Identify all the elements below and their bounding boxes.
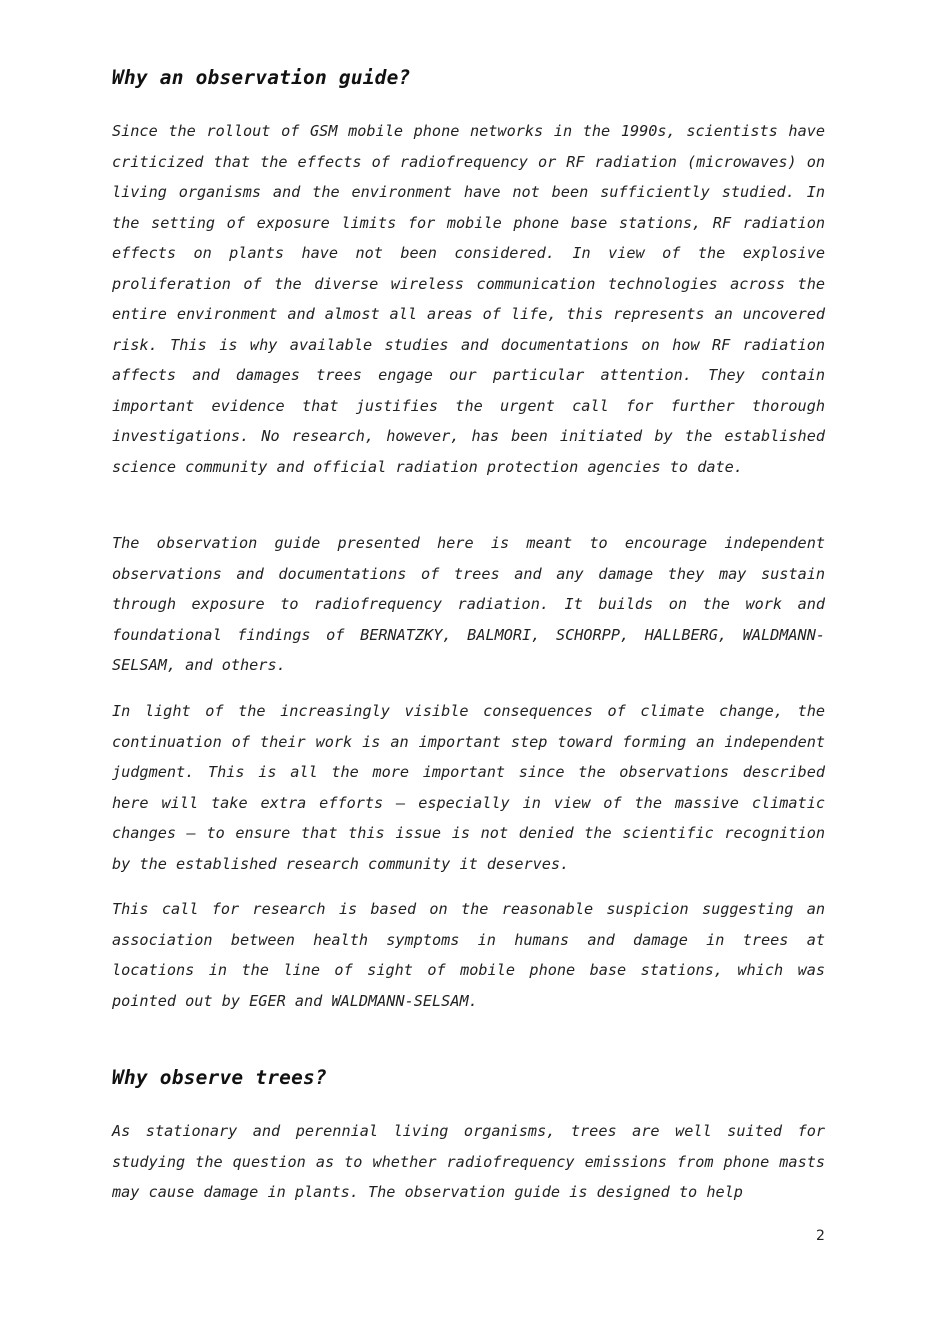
- body-paragraph: Since the rollout of GSM mobile phone networks in the 1990s, scientists have criticized that the effects of radiofrequency or RF radiation (microwaves) on living organisms and the environment have not been sufficiently studied. In the setting of exposure limits for mobile phone base stations, RF radiation effects on plants have not been considered. In view of the explosive proliferation of the diverse wireless communication technologies across the entire environment and almost all areas of life, this represents an uncovered risk. This is why available studies and documentations on how RF radiation affects and damages trees engage our particular attention. They contain important evidence that justifies the urgent call for further thorough investigations. No research, however, has been initiated by the established science community and official radiation protection agencies to date.: [112, 122, 825, 476]
- section-heading: Why an observation guide?: [112, 66, 411, 89]
- section-heading: Why observe trees?: [112, 1066, 327, 1089]
- body-paragraph: This call for research is based on the reasonable suspicion suggesting an association between health symptoms in humans and damage in trees at locations in the line of sight of mobile phone base stations, which was pointed out by EGER and WALDMANN-SELSAM.: [112, 900, 825, 1010]
- body-paragraph: In light of the increasingly visible consequences of climate change, the continuation of their work is an important step toward forming an independent judgment. This is all the more important since the observations described here will take extra efforts – especially in view of the massive climatic changes – to ensure that this issue is not denied the scientific recognition by the established research community it deserves.: [112, 702, 825, 873]
- page-number: 2: [816, 1228, 825, 1244]
- body-paragraph: As stationary and perennial living organisms, trees are well suited for studying the question as to whether radiofrequency emissions from phone masts may cause damage in plants. The observation guide is designed to help: [112, 1122, 825, 1201]
- body-paragraph: The observation guide presented here is meant to encourage independent observations and documentations of trees and any damage they may sustain through exposure to radiofrequency radiation. It builds on the work and foundational findings of BERNATZKY, BALMORI, SCHORPP, HALLBERG, WALDMANN-SELSAM, and others.: [112, 534, 825, 674]
